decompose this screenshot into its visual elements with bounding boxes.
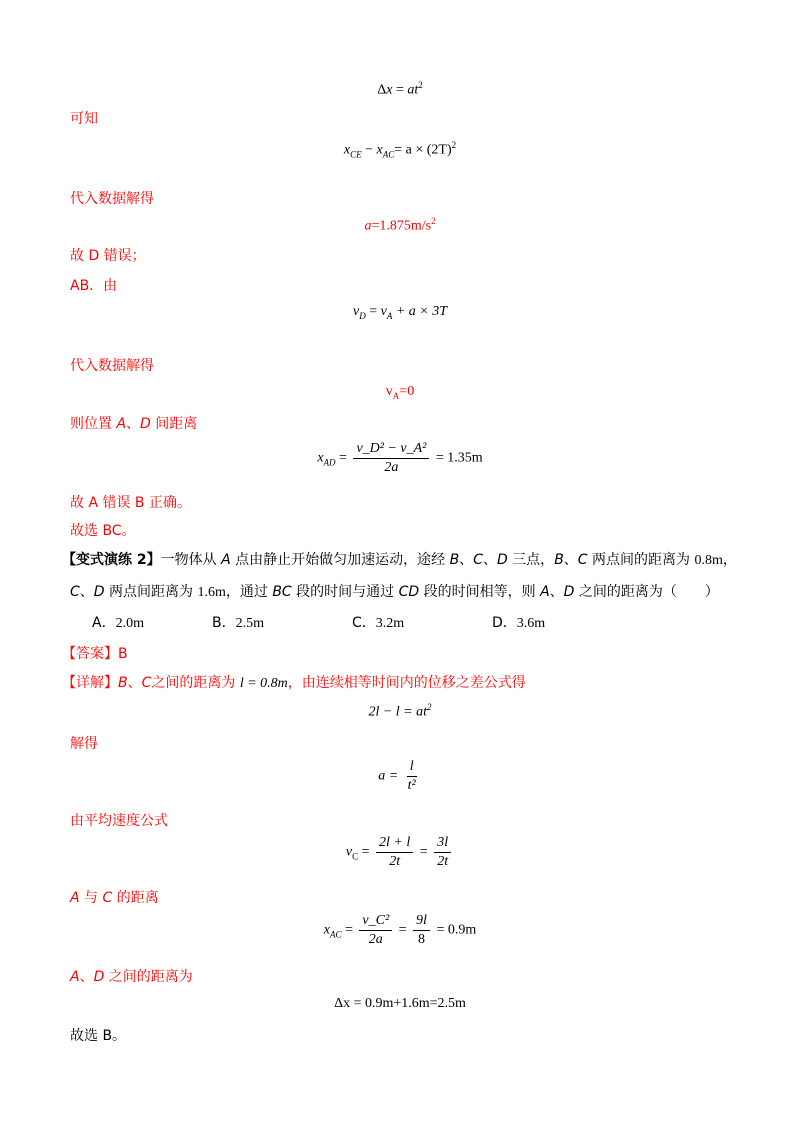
text-pingjun: 由平均速度公式 xyxy=(70,813,168,829)
equation-delta-x: $\Delta x = at^2$ xyxy=(377,80,423,98)
problem-line-2: C、D 两点间距离为 1.6m，通过 BC 段的时间与通过 CD 段的时间相等，则 A、D 之间的距离为（ ） xyxy=(70,584,719,600)
text-guxuan-1: 故选 BC。 xyxy=(70,523,136,539)
equation-delta-x-result: Δx = 0.9m+1.6m=2.5m xyxy=(334,996,466,1011)
option-d[interactable]: D．3.6m xyxy=(492,615,546,631)
text-a-c-distance: A 与 C 的距离 xyxy=(70,890,159,906)
text-kezhi: 可知 xyxy=(70,111,98,127)
equation-vd: $v_D = v_A + a \times 3T$ xyxy=(352,304,448,321)
option-a[interactable]: A．2.0m xyxy=(92,615,144,631)
text-guxuan-2: 故选 B。 xyxy=(70,1028,127,1044)
equation-a-value: $a=1.875m/s^2$ xyxy=(364,216,436,234)
text-weizhi-ad: 则位置 A、D 间距离 xyxy=(70,416,198,432)
text-gu-d: 故 D 错误； xyxy=(70,248,146,264)
equation-xac: $x_{AC}$ = $\frac{\text{v\_C²}}{2a}$ = $\frac{9l}{8}$ = 0.9m xyxy=(323,913,477,947)
equation-vc: $v_C$ = $\frac{2l + l}{2t}$ = $\frac{3l}{2t}$ xyxy=(0,834,800,871)
option-b[interactable]: B．2.5m xyxy=(212,615,264,631)
text-ab-you: AB．由 xyxy=(70,278,118,294)
answer-line: 【答案】B xyxy=(62,646,128,662)
text-gu-ab: 故 A 错误 B 正确。 xyxy=(70,495,191,511)
equation-2l-l: $2l - l = at^2$ xyxy=(368,702,432,720)
problem-line-1: 【变式演练 2】一物体从 A 点由静止开始做匀加速运动，途经 B、C、D 三点，B、C 两点间的距离为 0.8m， xyxy=(62,552,737,568)
text-daishu-1: 代入数据解得 xyxy=(70,191,154,207)
text-daishu-2: 代入数据解得 xyxy=(70,358,154,374)
option-c[interactable]: C．3.2m xyxy=(352,615,405,631)
equation-a-l-t2: a = $\frac{l}{\text{t²}}$ xyxy=(378,759,416,793)
equation-xce-xac: $x_{CE} - x_{AC}= a \times (2T)^2$ xyxy=(343,140,457,160)
detail-line: 【详解】B、C之间的距离为 l = 0.8m，由连续相等时间内的位移之差公式得 xyxy=(62,675,526,691)
equation-va: $v_A=0$ xyxy=(385,384,415,401)
text-a-d-distance: A、D 之间的距离为 xyxy=(70,969,193,985)
text-jiede: 解得 xyxy=(70,736,98,752)
equation-xad: $x_{AD}$ = $\frac{\text{v\_D² − v\_A²}}{2a}$ = 1.35m xyxy=(317,441,483,475)
